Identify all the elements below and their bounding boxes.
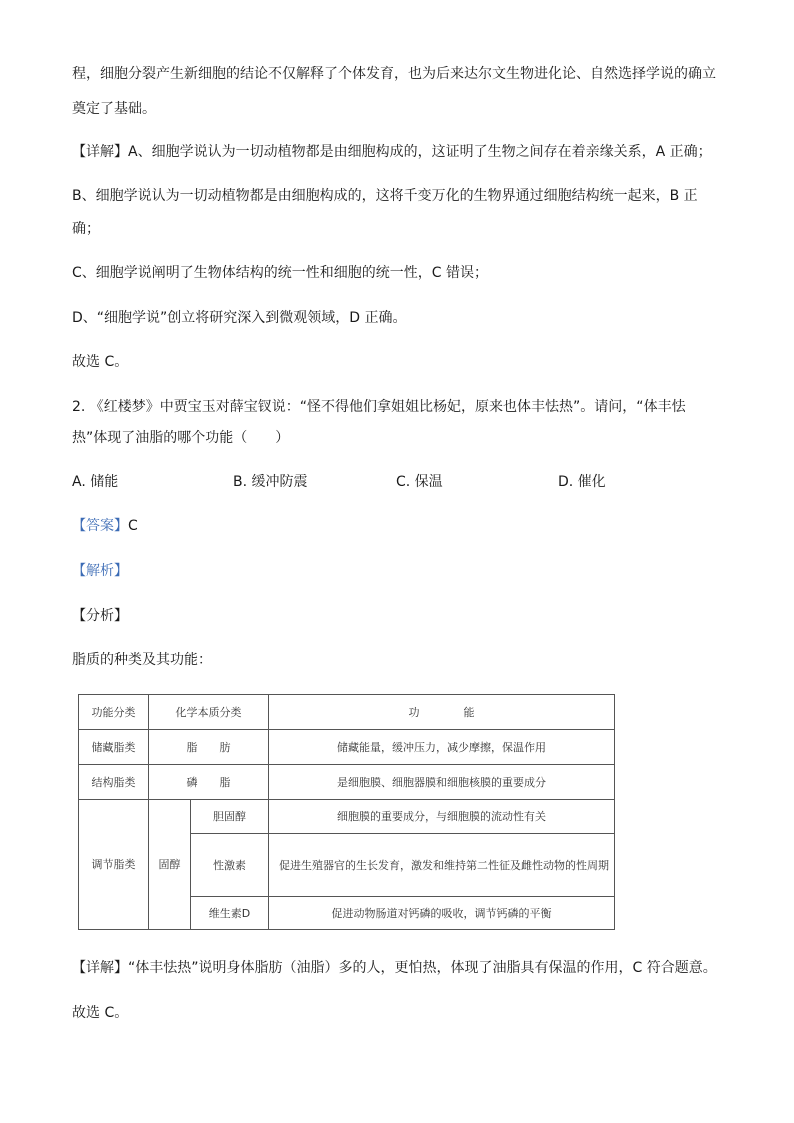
detail-2-text: “体丰怯热”说明身体脂肪（油脂）多的人，更怕热，体现了油脂具有保温的作用，C 符合题意。 (128, 960, 717, 976)
lipid-function-table (78, 694, 615, 930)
conclusion-1: 故选 C。 (72, 354, 129, 370)
table-cell: 脂 肪 (149, 730, 269, 765)
table-row (79, 800, 615, 834)
table-cell: 调节脂类 (79, 800, 149, 930)
question-stem: 2. 《红楼梦》中贾宝玉对薛宝钗说：“怪不得他们拿姐姐比杨妃，原来也体丰怯热”。请问，“体丰怯 (72, 399, 686, 415)
option-d: D. 催化 (558, 474, 606, 490)
detail-a-text: A、细胞学说认为一切动植物都是由细胞构成的，这证明了生物之间存在着亲缘关系，A 正确； (128, 144, 712, 160)
header-cell: 功 能 (269, 695, 615, 730)
answer-value: C (128, 518, 138, 534)
table-header-row (79, 695, 615, 730)
option-a: A. 储能 (72, 474, 119, 490)
paragraph-line: 奠定了基础。 (72, 101, 156, 117)
table-cell: 储藏能量，缓冲压力，减少摩擦，保温作用 (269, 730, 615, 765)
option-b-explanation: B、细胞学说认为一切动植物都是由细胞构成的，这将千变万化的生物界通过细胞结构统一起来，B 正 (72, 188, 698, 204)
table-cell: 固醇 (149, 800, 191, 930)
table-cell: 促进动物肠道对钙磷的吸收，调节钙磷的平衡 (269, 897, 615, 930)
table-row (79, 765, 615, 800)
table-intro: 脂质的种类及其功能： (72, 652, 212, 668)
table-cell: 是细胞膜、细胞器膜和细胞核膜的重要成分 (269, 765, 615, 800)
table-cell: 磷 脂 (149, 765, 269, 800)
table-cell: 性激素 (191, 834, 269, 897)
header-cell: 功能分类 (79, 695, 149, 730)
analysis-tag: 【解析】 (72, 563, 128, 579)
table-row (79, 730, 615, 765)
question-stem-cont: 热”体现了油脂的哪个功能（ ） (72, 430, 290, 446)
fenxi-heading: 【分析】 (72, 608, 128, 624)
option-b: B. 缓冲防震 (233, 474, 308, 490)
table-cell: 结构脂类 (79, 765, 149, 800)
detail-tag: 【详解】 (72, 144, 128, 160)
answer-tag: 【答案】 (72, 518, 128, 534)
option-d-explanation: D、“细胞学说”创立将研究深入到微观领域，D 正确。 (72, 310, 407, 326)
header-cell: 化学本质分类 (149, 695, 269, 730)
detail-2-line (72, 958, 717, 978)
option-c-explanation: C、细胞学说阐明了生物体结构的统一性和细胞的统一性，C 错误； (72, 265, 488, 281)
table-cell: 胆固醇 (191, 800, 269, 834)
table-cell: 促进生殖器官的生长发育，激发和维持第二性征及雌性动物的性周期 (269, 834, 615, 897)
option-c: C. 保温 (396, 474, 443, 490)
conclusion-2: 故选 C。 (72, 1005, 129, 1021)
detail-tag: 【详解】 (72, 960, 128, 976)
paragraph-line: 程，细胞分裂产生新细胞的结论不仅解释了个体发育，也为后来达尔文生物进化论、自然选择学说的确立 (72, 66, 716, 82)
detail-a-line (72, 142, 712, 162)
table-cell: 细胞膜的重要成分，与细胞膜的流动性有关 (269, 800, 615, 834)
table-cell: 维生素D (191, 897, 269, 930)
answer-line (72, 516, 138, 536)
option-b-explanation-cont: 确； (72, 221, 100, 237)
table-cell: 储藏脂类 (79, 730, 149, 765)
